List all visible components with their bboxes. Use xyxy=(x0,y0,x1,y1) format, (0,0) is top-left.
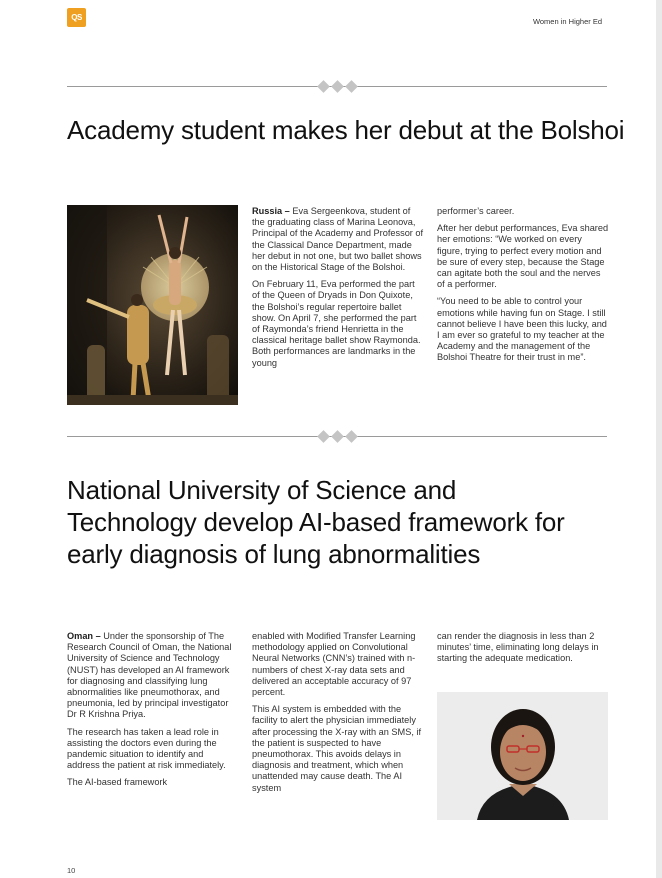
paragraph: “You need to be able to control your emotions while having fun on Stage. I still cannot believe I have been this lucky, and I am ever so grateful to my teacher at the Academy and the management of the Bolshoi Theatre for their trust in me”. xyxy=(437,296,607,363)
article1-col1 xyxy=(252,206,424,375)
paragraph: This AI system is embedded with the facility to alert the physician immediately after processing the X-ray with an SMS, if the patient is suspected to have pneumothorax. This avoids delays in diagnosis and treatment, which when unattended may cause death. The AI system xyxy=(252,704,422,793)
paragraph: After her debut performances, Eva shared her emotions: “We worked on every figure, trying to perfect every motion and be sure of every step, because the Stage can agitate both the soul and the nerves of a performer. xyxy=(437,223,609,290)
article2-col2 xyxy=(252,631,424,800)
ballet-photo xyxy=(67,205,238,405)
article-title-nust: National University of Science and Technology develop AI-based framework for early diagnosis of lung abnormalities xyxy=(67,475,565,569)
ornament-divider xyxy=(67,432,607,442)
logo-text: QS xyxy=(71,13,82,22)
paragraph: performer’s career. xyxy=(437,206,515,216)
article2-col1 xyxy=(67,631,235,795)
article1-col2 xyxy=(437,206,609,370)
page-edge xyxy=(656,0,662,878)
article-title-bolshoi: Academy student makes her debut at the Bolshoi xyxy=(67,115,625,145)
ornament-divider xyxy=(67,82,607,92)
section-label: Women in Higher Ed xyxy=(532,17,602,26)
paragraph: can render the diagnosis in less than 2 minutes’ time, eliminating long delays in starting the adequate medication. xyxy=(437,631,599,664)
paragraph-text: Under the sponsorship of The Research Council of Oman, the National University of Science and Technology (NUST) has developed an AI framework for diagnosing and classifying lung abnormalities like pneumothorax, and pneumonia, led by principal investigator Dr R Krishna Priya. xyxy=(67,631,232,720)
paragraph: The AI-based framework xyxy=(67,777,168,788)
page-number: 10 xyxy=(67,866,76,875)
qs-logo xyxy=(67,8,86,27)
paragraph xyxy=(67,631,235,721)
portrait-photo xyxy=(437,692,608,820)
paragraph xyxy=(252,206,424,273)
paragraph: The research has taken a lead role in assisting the doctors even during the pandemic situation to identify and address the patient at risk immediately. xyxy=(67,726,226,771)
article2-col3 xyxy=(437,631,609,671)
paragraph: enabled with Modified Transfer Learning methodology applied on Convolutional Neural Networks (CNN’s) trained with n-numbers of chest X-ray data sets and delivered an acceptable accuracy of 97 percent. xyxy=(252,631,416,698)
dateline: Russia – xyxy=(252,206,290,216)
paragraph-text: Eva Sergeenkova, student of the graduating class of Marina Leonova, Principal of the Academy and Professor of the Classical Dance Department, made her debut in not one, but two ballet shows on the Historical Stage of the Bolshoi. xyxy=(252,206,424,273)
dateline: Oman – xyxy=(67,631,101,641)
paragraph: On February 11, Eva performed the part of the Queen of Dryads in Don Quixote, the Bolshoi’s regular repertoire ballet show. On April 7, she performed the part of Raymonda’s friend Henrietta in the classical heritage ballet show Raymonda. Both performances are landmarks in the young xyxy=(252,279,421,368)
